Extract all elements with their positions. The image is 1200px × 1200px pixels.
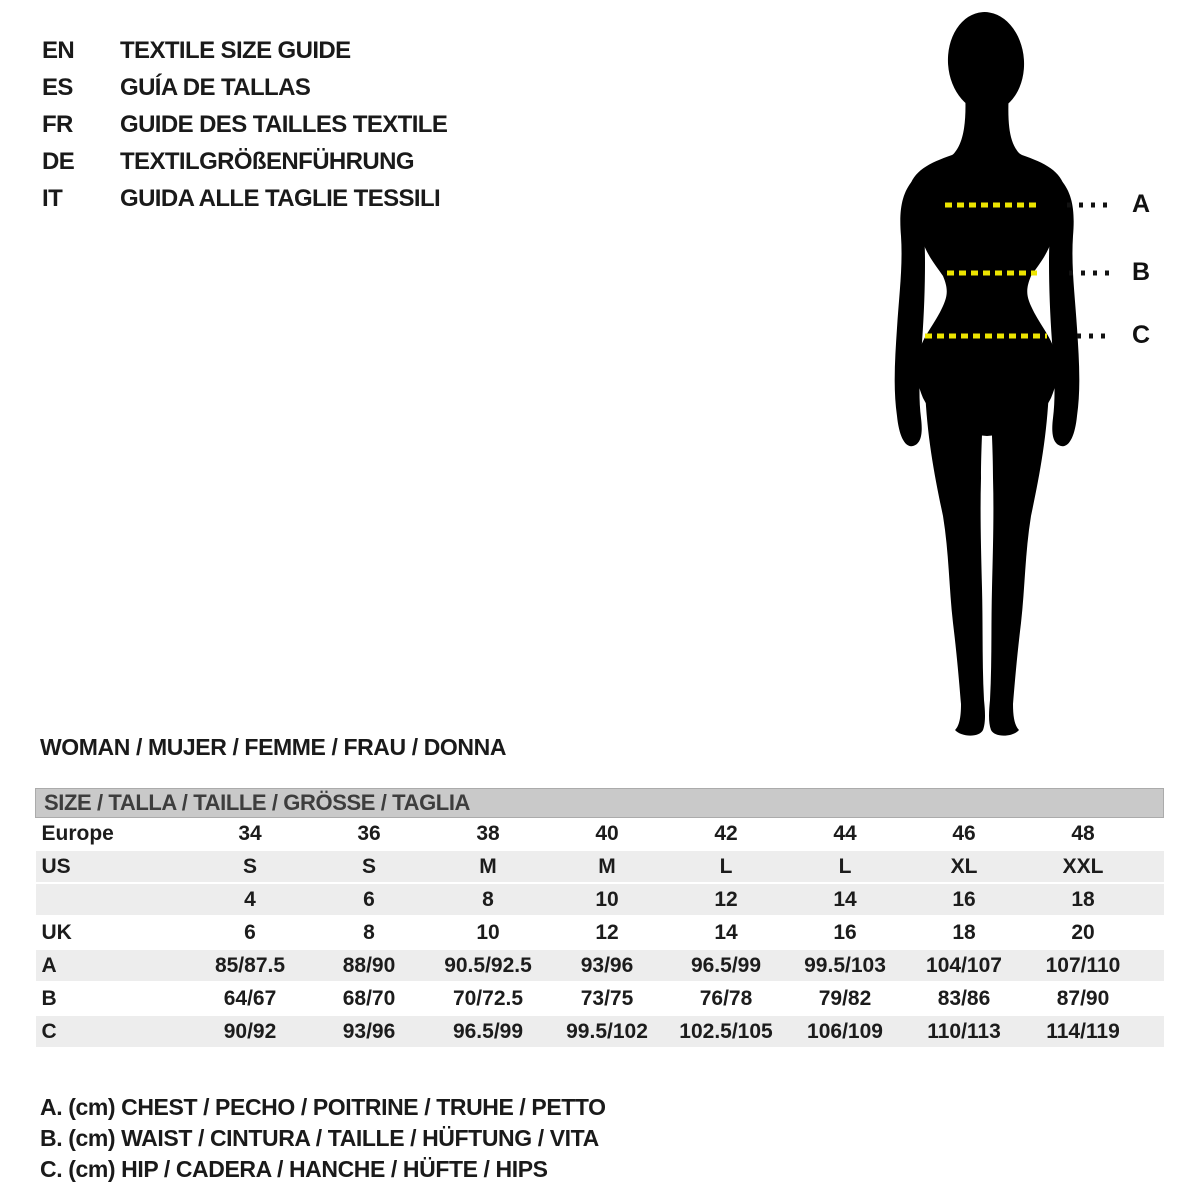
size-cell: 16 [905, 883, 1024, 916]
table-row [36, 949, 1164, 982]
size-cell: 12 [667, 883, 786, 916]
size-cell: 85/87.5 [191, 949, 310, 982]
size-cell: 104/107 [905, 949, 1024, 982]
size-cell: XL [905, 850, 1024, 883]
marker-label-chest: A [1131, 190, 1151, 218]
size-cell: S [310, 850, 429, 883]
lang-title: TEXTILE SIZE GUIDE [120, 36, 351, 64]
table-row [36, 916, 1164, 949]
size-table-body [36, 818, 1164, 1049]
size-cell: 70/72.5 [429, 982, 548, 1015]
woman-silhouette-icon [855, 8, 1165, 748]
size-cell: 93/96 [310, 1015, 429, 1048]
row-padding-cell [1143, 850, 1164, 883]
language-title-list [42, 32, 447, 217]
row-padding-cell [1143, 818, 1164, 851]
row-padding-cell [1143, 1015, 1164, 1048]
row-padding-cell [1143, 949, 1164, 982]
lang-code: DE [42, 147, 75, 175]
legend-line-hip: C. (cm) HIP / CADERA / HANCHE / HÜFTE / HIPS [40, 1156, 548, 1182]
size-cell: 38 [429, 818, 548, 851]
size-cell: 107/110 [1024, 949, 1143, 982]
size-cell: 64/67 [191, 982, 310, 1015]
size-cell: 4 [191, 883, 310, 916]
legend-line-chest: A. (cm) CHEST / PECHO / POITRINE / TRUHE / PETTO [40, 1094, 606, 1120]
size-cell: 99.5/102 [548, 1015, 667, 1048]
lang-title: TEXTILGRÖßENFÜHRUNG [120, 147, 414, 175]
lang-row-es [42, 69, 447, 106]
lang-code: ES [42, 73, 73, 101]
size-cell: 6 [310, 883, 429, 916]
size-cell: 93/96 [548, 949, 667, 982]
size-cell: 18 [1024, 883, 1143, 916]
size-cell: 12 [548, 916, 667, 949]
lang-row-it [42, 180, 447, 217]
body-measurement-figure [855, 8, 1165, 748]
size-cell: M [548, 850, 667, 883]
size-cell: 40 [548, 818, 667, 851]
table-header: SIZE / TALLA / TAILLE / GRÖSSE / TAGLIA [36, 789, 1164, 818]
size-cell: 44 [786, 818, 905, 851]
marker-label-waist: B [1131, 258, 1151, 286]
table-row [36, 850, 1164, 883]
size-cell: 87/90 [1024, 982, 1143, 1015]
size-cell: 14 [667, 916, 786, 949]
lang-title: GUIDE DES TAILLES TEXTILE [120, 110, 448, 138]
size-cell: 73/75 [548, 982, 667, 1015]
lang-row-fr [42, 106, 447, 143]
size-cell: 36 [310, 818, 429, 851]
size-cell: 68/70 [310, 982, 429, 1015]
size-cell: 48 [1024, 818, 1143, 851]
size-cell: 114/119 [1024, 1015, 1143, 1048]
size-cell: 96.5/99 [429, 1015, 548, 1048]
size-cell: 76/78 [667, 982, 786, 1015]
size-cell: L [786, 850, 905, 883]
size-cell: L [667, 850, 786, 883]
row-label: B [36, 982, 191, 1015]
lang-code: IT [42, 184, 63, 212]
size-cell: 46 [905, 818, 1024, 851]
row-label: US [36, 850, 191, 883]
lang-title: GUÍA DE TALLAS [120, 73, 311, 101]
row-padding-cell [1143, 982, 1164, 1015]
row-label: UK [36, 916, 191, 949]
size-cell: 90/92 [191, 1015, 310, 1048]
size-cell: 14 [786, 883, 905, 916]
section-title: WOMAN / MUJER / FEMME / FRAU / DONNA [40, 734, 507, 760]
row-label: A [36, 949, 191, 982]
size-cell: 18 [905, 916, 1024, 949]
size-cell: 102.5/105 [667, 1015, 786, 1048]
marker-label-hip: C [1131, 321, 1151, 349]
size-cell: 96.5/99 [667, 949, 786, 982]
size-cell: 20 [1024, 916, 1143, 949]
lang-row-de [42, 143, 447, 180]
lang-title: GUIDA ALLE TAGLIE TESSILI [120, 184, 441, 212]
size-table [35, 788, 1164, 1049]
size-cell: 110/113 [905, 1015, 1024, 1048]
row-label: C [36, 1015, 191, 1048]
size-cell: M [429, 850, 548, 883]
row-label: Europe [36, 818, 191, 851]
lang-row-en [42, 32, 447, 69]
size-cell: XXL [1024, 850, 1143, 883]
legend-line-waist: B. (cm) WAIST / CINTURA / TAILLE / HÜFTUNG / VITA [40, 1125, 599, 1151]
size-cell: 83/86 [905, 982, 1024, 1015]
measurement-legend [40, 1092, 606, 1185]
row-padding-cell [1143, 883, 1164, 916]
size-cell: 34 [191, 818, 310, 851]
table-row [36, 982, 1164, 1015]
table-header-row [36, 789, 1164, 818]
size-cell: 79/82 [786, 982, 905, 1015]
size-cell: 10 [429, 916, 548, 949]
size-cell: 16 [786, 916, 905, 949]
lang-code: EN [42, 36, 75, 64]
lang-code: FR [42, 110, 73, 138]
table-row [36, 883, 1164, 916]
size-cell: 99.5/103 [786, 949, 905, 982]
size-cell: S [191, 850, 310, 883]
size-cell: 106/109 [786, 1015, 905, 1048]
size-cell: 42 [667, 818, 786, 851]
row-label [36, 883, 191, 916]
size-cell: 8 [429, 883, 548, 916]
size-cell: 88/90 [310, 949, 429, 982]
row-padding-cell [1143, 916, 1164, 949]
table-row [36, 1015, 1164, 1048]
size-cell: 90.5/92.5 [429, 949, 548, 982]
size-cell: 10 [548, 883, 667, 916]
size-cell: 6 [191, 916, 310, 949]
size-cell: 8 [310, 916, 429, 949]
table-row [36, 818, 1164, 851]
